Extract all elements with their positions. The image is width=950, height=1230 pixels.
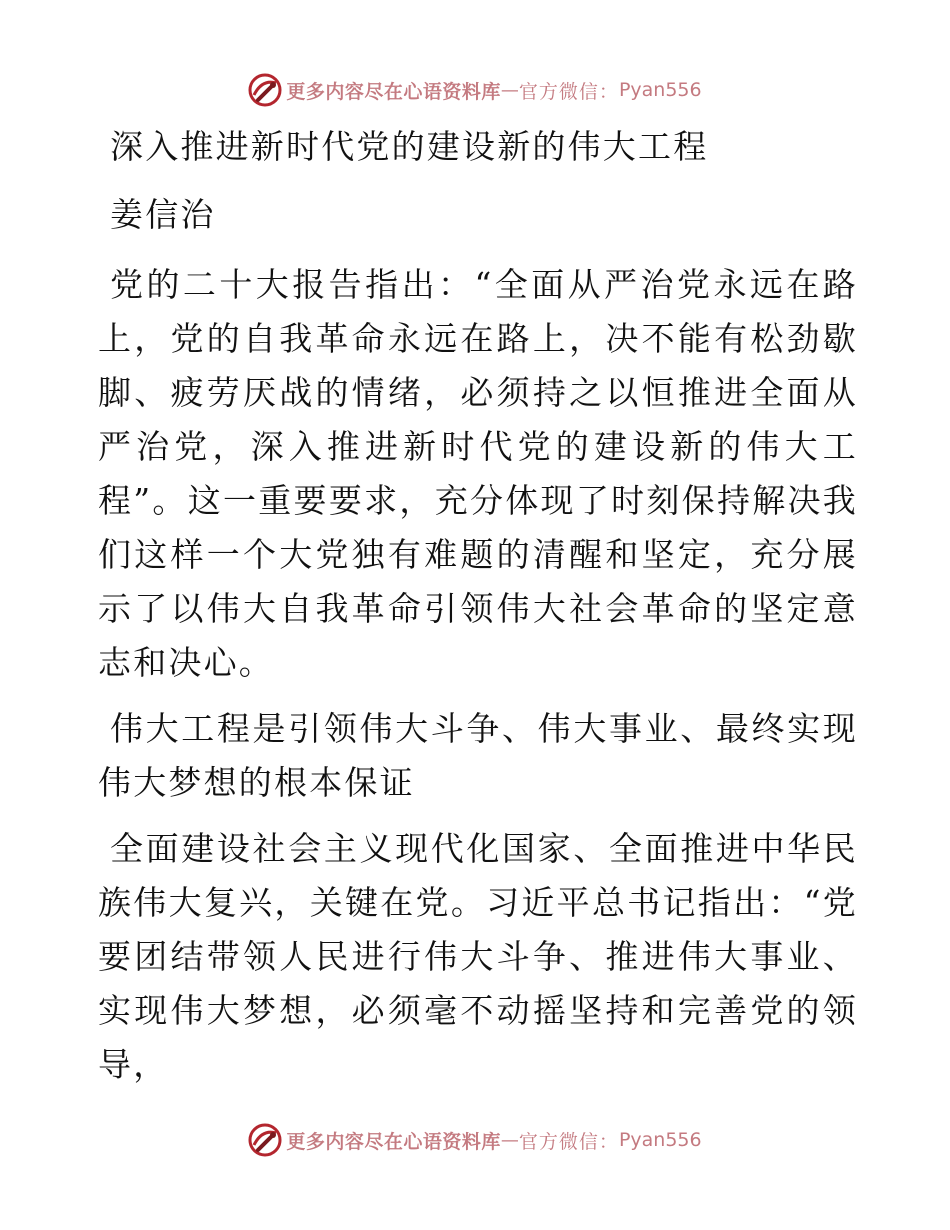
- paragraph-1-text: 党的二十大报告指出：“全面从严治党永远在路上，党的自我革命永远在路上，决不能有松劲歇脚、疲劳厌战的情绪，必须持之以恒推进全面从严治党，深入推进新时代党的建设新的伟大工程”。这一重要要求，充分体现了时刻保持解决我们这样一个大党独有难题的清醒和坚定，充分展示了以伟大自我革命引领伟大社会革命的坚定意志和决心。: [98, 265, 858, 682]
- paragraph-2-text: 全面建设社会主义现代化国家、全面推进中华民族伟大复兴，关键在党。习近平总书记指出：“党要团结带领人民进行伟大斗争、推进伟大事业、实现伟大梦想，必须毫不动摇坚持和完善党的领导，: [98, 829, 858, 1084]
- document-body: [98, 120, 858, 1104]
- header-watermark: [0, 70, 950, 110]
- section-heading: [98, 702, 858, 810]
- paragraph-1: [98, 258, 858, 690]
- article-title: 深入推进新时代党的建设新的伟大工程: [110, 127, 709, 166]
- watermark-site-text: 更多内容尽在心语资料库: [286, 1130, 501, 1153]
- watermark-label: 官方微信：: [518, 1130, 619, 1153]
- footer-watermark: [0, 1120, 950, 1160]
- article-author: 姜信治: [110, 195, 216, 234]
- watermark-label: 官方微信：: [518, 80, 619, 103]
- watermark-wechat-id: Pyan556: [618, 1129, 702, 1151]
- brand-logo-icon: [248, 1123, 282, 1157]
- brand-logo-icon: [248, 73, 282, 107]
- watermark-site-text: 更多内容尽在心语资料库: [286, 80, 501, 103]
- watermark-dash: —: [500, 79, 519, 101]
- section-heading-text: 伟大工程是引领伟大斗争、伟大事业、最终实现伟大梦想的根本保证: [98, 709, 858, 802]
- watermark-wechat-id: Pyan556: [618, 79, 702, 101]
- paragraph-2: [98, 822, 858, 1092]
- watermark-dash: —: [500, 1129, 519, 1151]
